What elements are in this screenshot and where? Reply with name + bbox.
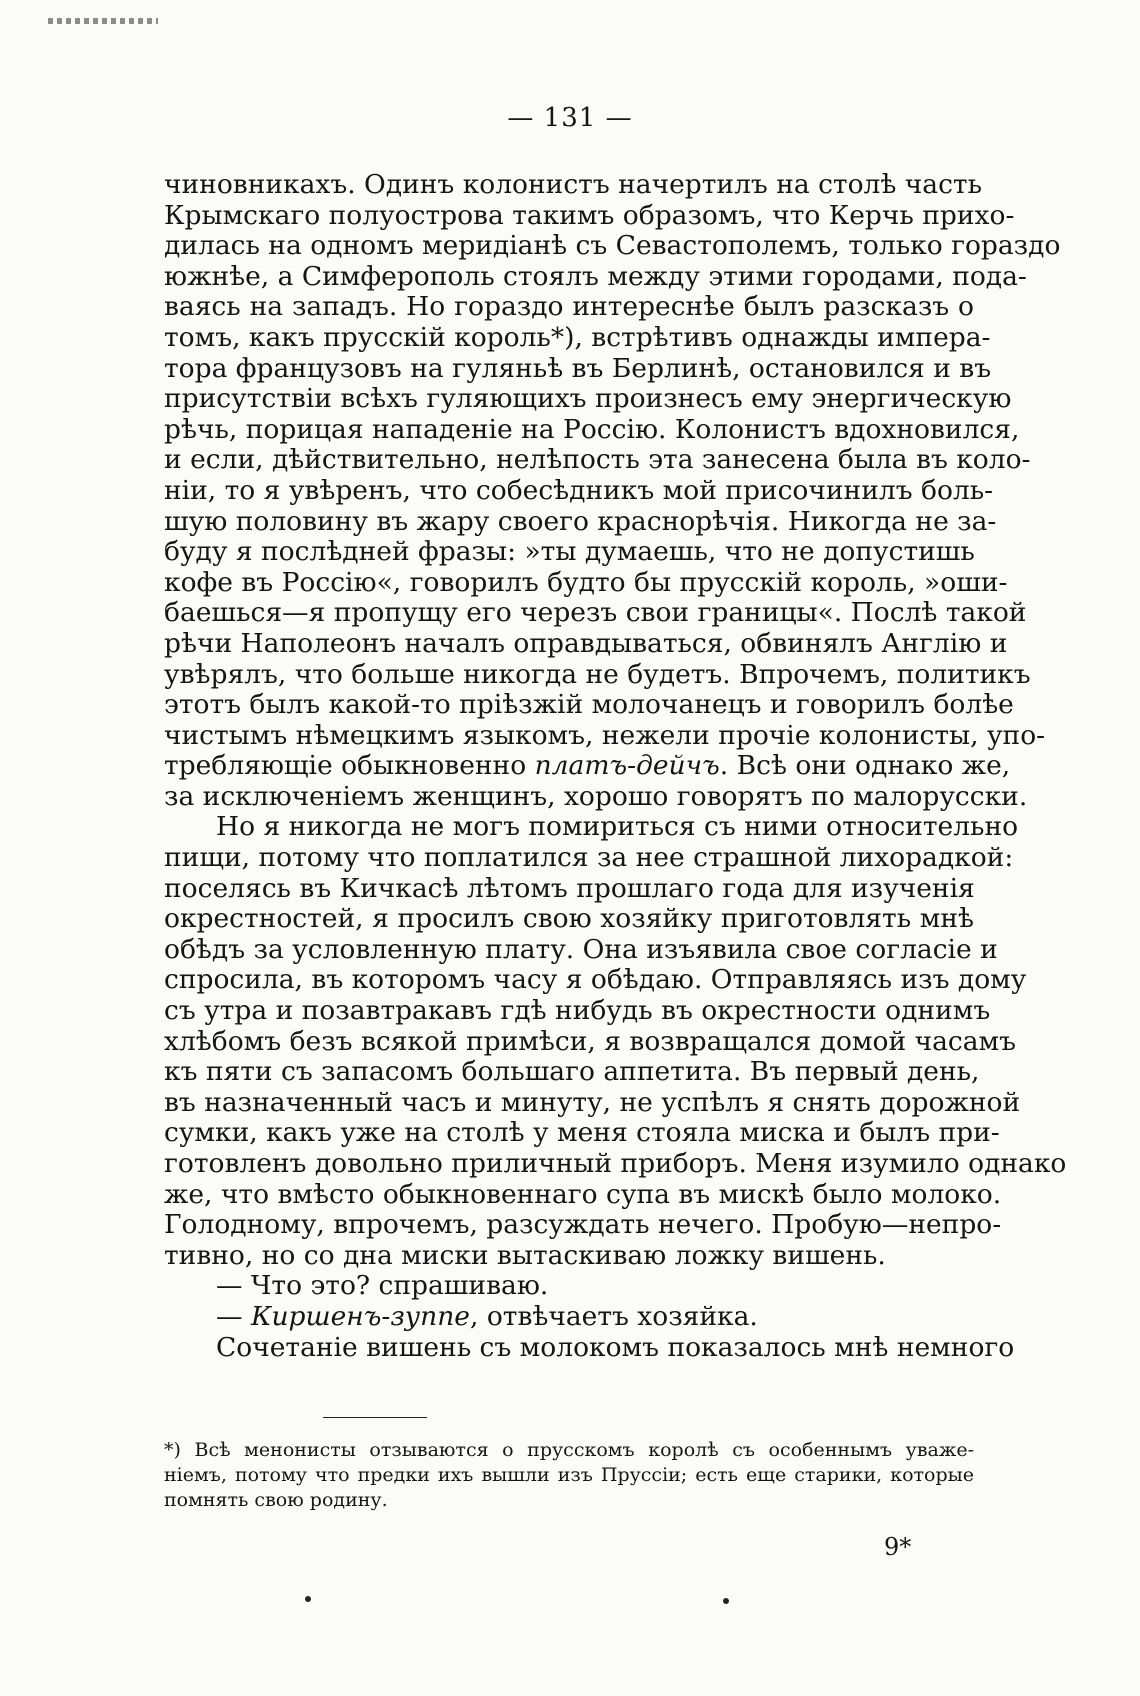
text-line: спросила, въ которомъ часу я обѣдаю. Отправляясь изъ дому [164, 964, 1027, 996]
text-line: дилась на одномъ меридіанѣ съ Севастополемъ, только гораздо [164, 230, 1061, 262]
text-line: ваясь на западъ. Но гораздо интереснѣе былъ разсказъ о [164, 291, 974, 323]
signature-mark: 9* [884, 1533, 912, 1561]
scan-artifact [48, 18, 158, 24]
dialogue-line: — Что это? спрашиваю. [216, 1270, 549, 1302]
footnote-separator [323, 1417, 427, 1418]
text-line: за исключеніемъ женщинъ, хорошо говорятъ по малорусски. [164, 780, 1028, 812]
italic-term: платъ-дейчъ [534, 750, 720, 782]
text-line: въ назначенный часъ и минуту, не успѣлъ я снять дорожной [164, 1086, 1021, 1118]
text-line: рѣчи Наполеонъ началъ оправдываться, обвинялъ Англію и [164, 627, 1008, 659]
text-line: хлѣбомъ безъ всякой примѣси, я возвращался домой часамъ [164, 1025, 1017, 1057]
text-line: же, что вмѣсто обыкновеннаго супа въ мискѣ было молоко. [164, 1178, 1002, 1210]
text-line: и если, дѣйствительно, нелѣпость эта занесена была въ коло- [164, 444, 1031, 476]
footnote-line: помнять свою родину. [164, 1489, 388, 1511]
text-line: тивно, но со дна миски вытаскиваю ложку вишень. [164, 1239, 886, 1271]
text-line: Голодному, впрочемъ, разсуждать нечего. Пробую—непро- [164, 1209, 1002, 1241]
text-line: пищи, потому что поплатился за нее страшной лихорадкой: [164, 842, 1014, 874]
text-line: обѣдъ за условленную плату. Она изъявила свое согласіе и [164, 933, 998, 965]
text-line: ніи, то я увѣренъ, что собесѣдникъ мой присочинилъ боль- [164, 474, 994, 506]
text-line: съ утра и позавтракавъ гдѣ нибудь въ окрестности однимъ [164, 995, 991, 1027]
text-line-with-italic [164, 750, 1011, 782]
text-segment: — [216, 1300, 251, 1332]
body-text [164, 169, 1067, 1363]
text-line: присутствіи всѣхъ гуляющихъ произнесъ ему энергическую [164, 383, 1012, 415]
text-line: буду я послѣдней фразы: »ты думаешь, что не допустишь [164, 536, 975, 568]
text-line: южнѣе, а Симферополь стоялъ между этими городами, пода- [164, 260, 1027, 292]
text-segment: . Всѣ они однако же, [719, 750, 1011, 782]
italic-term: Киршенъ-зуппе [250, 1300, 470, 1332]
scan-dot [723, 1598, 729, 1604]
text-line: шую половину въ жару своего краснорѣчія. Никогда не за- [164, 505, 997, 537]
page-number: — 131 — [507, 103, 633, 133]
text-segment: , отвѣчаетъ хозяйка. [469, 1300, 758, 1332]
text-line: рѣчь, порицая нападеніе на Россію. Колонистъ вдохновился, [164, 413, 1020, 445]
text-line: баешься—я пропущу его черезъ свои границы«. Послѣ такой [164, 597, 1027, 629]
text-line: окрестностей, я просилъ свою хозяйку приготовлять мнѣ [164, 903, 974, 935]
text-line: чистымъ нѣмецкимъ языкомъ, нежели прочіе колонисты, упо- [164, 719, 1046, 751]
text-line: увѣрялъ, что больше никогда не будетъ. Впрочемъ, политикъ [164, 658, 1031, 690]
dialogue-line-with-italic [164, 1302, 974, 1333]
text-line: томъ, какъ прусскій король*), встрѣтивъ однажды импера- [164, 321, 991, 353]
scan-dot [305, 1596, 311, 1602]
text-line: Крымскаго полуострова такимъ образомъ, что Керчь прихо- [164, 199, 1015, 231]
text-line: тора французовъ на гуляньѣ въ Берлинѣ, остановился и въ [164, 352, 992, 384]
text-line: сумки, какъ уже на столѣ у меня стояла миска и былъ при- [164, 1117, 1000, 1149]
text-line: кофе въ Россію«, говорилъ будто бы прусскій король, »оши- [164, 566, 1008, 598]
footnote [164, 1438, 974, 1513]
text-line: чиновникахъ. Одинъ колонистъ начертилъ на столѣ часть [164, 169, 983, 200]
text-segment: требляющіе обыкновенно [164, 750, 535, 782]
footnote-line: ніемъ, потому что предки ихъ вышли изъ Пруссіи; есть еще старики, которые [164, 1464, 974, 1486]
text-line: готовленъ довольно приличный приборъ. Меня изумило однако [164, 1148, 1067, 1179]
text-line: къ пяти съ запасомъ большаго аппетита. Въ первый день, [164, 1056, 980, 1088]
text-line: поселясь въ Кичкасѣ лѣтомъ прошлаго года для изученія [164, 872, 975, 904]
paragraph-start-line: Сочетаніе вишень съ молокомъ показалось мнѣ немного [216, 1331, 1015, 1363]
footnote-line: *) Всѣ менонисты отзываются о прусскомъ королѣ съ особеннымъ уваже- [164, 1439, 974, 1461]
text-line: этотъ былъ какой-то пріѣзжій молочанецъ и говорилъ болѣе [164, 689, 1014, 721]
paragraph-start-line: Но я никогда не могъ помириться съ ними относительно [216, 811, 1019, 843]
